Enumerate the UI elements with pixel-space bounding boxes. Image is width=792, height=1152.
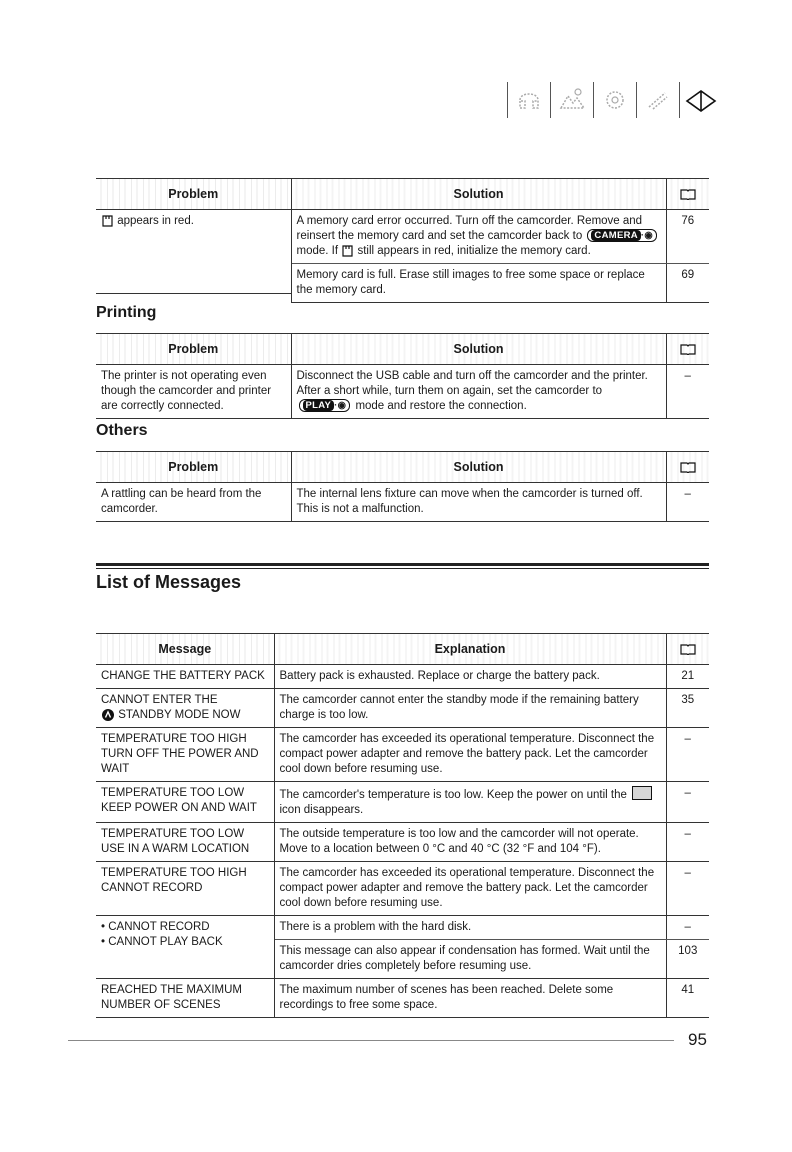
message-cell xyxy=(96,689,274,728)
message-cell xyxy=(96,979,274,1018)
solution-header: Solution xyxy=(291,334,666,365)
section-rule xyxy=(96,563,709,566)
footer-rule xyxy=(68,1040,674,1041)
message-header: Message xyxy=(96,634,274,665)
message-cell xyxy=(96,862,274,916)
problem-header: Problem xyxy=(96,334,291,365)
explanation-cell xyxy=(274,782,666,823)
settings-icon xyxy=(597,84,633,116)
memory-card-icon xyxy=(101,215,114,227)
problem-cell: The printer is not operating even though the camcorder and printer are correctly connected. xyxy=(96,365,291,419)
message-cell: CHANGE THE BATTERY PACK xyxy=(96,665,274,689)
chapter-icon-strip xyxy=(504,80,719,120)
message-cell xyxy=(96,916,274,979)
card-problems-table xyxy=(96,178,709,303)
reference-page: 76 xyxy=(666,210,709,264)
explanation-cell: The camcorder cannot enter the standby mode if the remaining battery charge is too low. xyxy=(274,689,666,728)
message-line: CANNOT RECORD xyxy=(101,882,203,895)
solution-header: Solution xyxy=(291,452,666,483)
divider xyxy=(593,82,594,118)
problem-text: appears in red. xyxy=(117,215,194,227)
tape-icon xyxy=(640,84,676,116)
reference-page: – xyxy=(666,916,709,940)
explanation-text: icon disappears. xyxy=(279,804,364,817)
message-line: STANDBY MODE NOW xyxy=(118,709,241,722)
message-line: USE IN A WARM LOCATION xyxy=(101,843,250,856)
reference-page: – xyxy=(666,823,709,862)
reference-page-header xyxy=(666,334,709,365)
solution-text: Disconnect the USB cable and turn off the camcorder and the printer. After a short while, turn them on again, set the camcorder to xyxy=(296,370,648,397)
message-line: TEMPERATURE TOO LOW xyxy=(101,828,245,841)
explanation-cell: There is a problem with the hard disk. xyxy=(274,916,666,940)
message-line: CANNOT ENTER THE xyxy=(101,694,218,706)
printing-section-title: Printing xyxy=(96,304,157,321)
book-icon xyxy=(683,84,719,116)
others-section-title: Others xyxy=(96,422,148,439)
solution-cell xyxy=(291,365,666,419)
explanation-cell: Battery pack is exhausted. Replace or charge the battery pack. xyxy=(274,665,666,689)
explanation-cell: The camcorder has exceeded its operational temperature. Disconnect the compact power adapter and remove the battery pack. Let the camcorder cool down before resuming use. xyxy=(274,862,666,916)
program-ae-icon xyxy=(632,786,652,800)
camera-mode-badge: CAMERA ·◉ xyxy=(587,229,657,242)
reference-page: – xyxy=(666,862,709,916)
messages-section-title: List of Messages xyxy=(96,572,242,592)
scenery-icon xyxy=(554,84,590,116)
divider xyxy=(679,82,680,118)
book-icon xyxy=(680,643,696,655)
book-icon xyxy=(680,188,696,200)
solution-cell: The internal lens fixture can move when the camcorder is turned off. This is not a malfunction. xyxy=(291,483,666,522)
problem-header: Problem xyxy=(96,452,291,483)
memory-card-icon xyxy=(341,245,354,257)
message-line-with-icon xyxy=(101,708,269,723)
divider xyxy=(507,82,508,118)
reference-page-header xyxy=(666,634,709,665)
solution-header: Solution xyxy=(291,179,666,210)
solution-text: mode and restore the connection. xyxy=(355,400,527,412)
reference-page: 103 xyxy=(666,940,709,979)
solution-cell: Memory card is full. Erase still images to free some space or replace the memory card. xyxy=(291,264,666,303)
audio-icon xyxy=(511,84,547,116)
explanation-cell: The maximum number of scenes has been reached. Delete some recordings to free some space. xyxy=(274,979,666,1018)
reference-page: 35 xyxy=(666,689,709,728)
play-mode-badge: PLAY ·◉ xyxy=(299,399,351,412)
section-rule xyxy=(96,568,709,569)
book-icon xyxy=(680,461,696,473)
problem-cell: A rattling can be heard from the camcorder. xyxy=(96,483,291,522)
divider xyxy=(550,82,551,118)
message-line: KEEP POWER ON AND WAIT xyxy=(101,802,257,815)
problem-cell xyxy=(96,210,291,303)
messages-table xyxy=(96,633,709,1018)
message-line: TEMPERATURE TOO HIGH xyxy=(101,867,247,880)
solution-text: mode. If xyxy=(296,245,339,257)
explanation-cell: This message can also appear if condensation has formed. Wait until the camcorder dries completely before resuming use. xyxy=(274,940,666,979)
message-line: TEMPERATURE TOO HIGH xyxy=(101,733,247,746)
message-line: REACHED THE MAXIMUM xyxy=(101,984,242,997)
solution-cell xyxy=(291,210,666,264)
reference-page: 21 xyxy=(666,665,709,689)
explanation-cell: The camcorder has exceeded its operational temperature. Disconnect the compact power adapter and remove the battery pack. Let the camcorder cool down before resuming use. xyxy=(274,728,666,782)
solution-text: still appears in red, initialize the memory card. xyxy=(357,245,591,257)
standby-icon xyxy=(101,708,115,722)
reference-page-header xyxy=(666,452,709,483)
message-line: TEMPERATURE TOO LOW xyxy=(101,787,245,800)
message-line: • CANNOT PLAY BACK xyxy=(101,936,223,949)
reference-page: 41 xyxy=(666,979,709,1018)
reference-page: 69 xyxy=(666,264,709,303)
reference-page-header xyxy=(666,179,709,210)
reference-page: – xyxy=(666,782,709,823)
solution-text: A memory card error occurred. Turn off the camcorder. Remove and reinsert the memory card and set the camcorder back to xyxy=(296,215,643,242)
explanation-text: The camcorder's temperature is too low. Keep the power on until the xyxy=(279,789,627,802)
reference-page: – xyxy=(666,483,709,522)
message-cell xyxy=(96,823,274,862)
others-table xyxy=(96,451,709,522)
explanation-cell: The outside temperature is too low and the camcorder will not operate. Move to a location between 0 °C and 40 °C (32 °F and 104 °F). xyxy=(274,823,666,862)
message-line: TURN OFF THE POWER AND WAIT xyxy=(101,748,259,776)
problem-header: Problem xyxy=(96,179,291,210)
divider xyxy=(636,82,637,118)
book-icon xyxy=(680,343,696,355)
divider xyxy=(96,293,291,294)
reference-page: – xyxy=(666,728,709,782)
page-number: 95 xyxy=(688,1030,707,1049)
explanation-header: Explanation xyxy=(274,634,666,665)
message-line: • CANNOT RECORD xyxy=(101,921,210,934)
printing-table xyxy=(96,333,709,419)
reference-page: – xyxy=(666,365,709,419)
message-cell xyxy=(96,728,274,782)
message-line: NUMBER OF SCENES xyxy=(101,999,221,1012)
message-cell xyxy=(96,782,274,823)
